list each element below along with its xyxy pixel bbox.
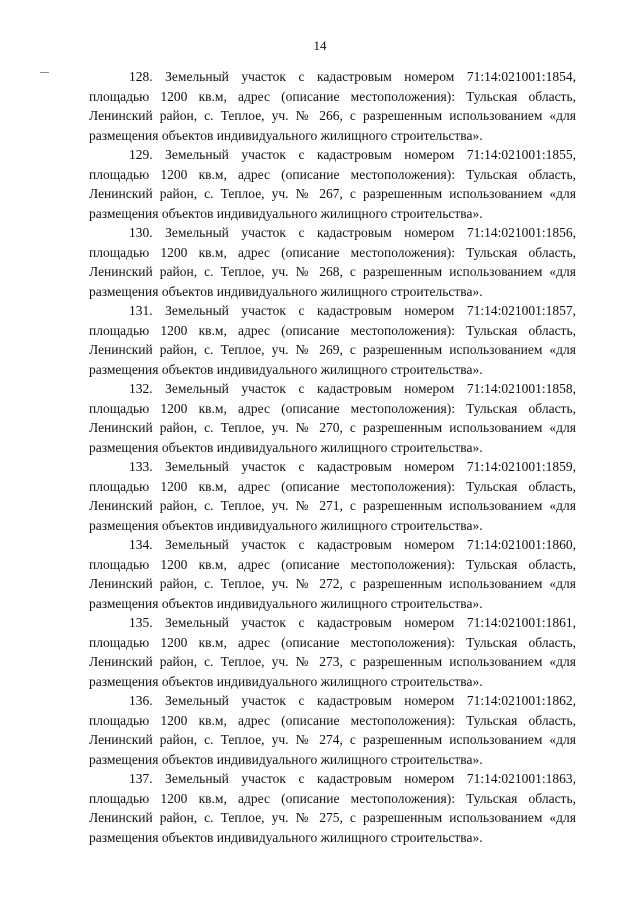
margin-mark bbox=[40, 72, 49, 73]
list-item: 131. Земельный участок с кадастровым номером 71:14:021001:1857, площадью 1200 кв.м, адрес (описание местоположения): Тульская область, Ленинский район, с. Теплое, уч. № 269, с разрешенным использованием «для размещения объектов индивидуального жилищного строительства». bbox=[89, 303, 576, 377]
list-item: 130. Земельный участок с кадастровым номером 71:14:021001:1856, площадью 1200 кв.м, адрес (описание местоположения): Тульская область, Ленинский район, с. Теплое, уч. № 268, с разрешенным использованием «для размещения объектов индивидуального жилищного строительства». bbox=[89, 225, 576, 299]
list-item: 132. Земельный участок с кадастровым номером 71:14:021001:1858, площадью 1200 кв.м, адрес (описание местоположения): Тульская область, Ленинский район, с. Теплое, уч. № 270, с разрешенным использованием «для размещения объектов индивидуального жилищного строительства». bbox=[89, 381, 576, 455]
list-item: 137. Земельный участок с кадастровым номером 71:14:021001:1863, площадью 1200 кв.м, адрес (описание местоположения): Тульская область, Ленинский район, с. Теплое, уч. № 275, с разрешенным использованием «для размещения объектов индивидуального жилищного строительства». bbox=[89, 771, 576, 845]
list-item: 135. Земельный участок с кадастровым номером 71:14:021001:1861, площадью 1200 кв.м, адрес (описание местоположения): Тульская область, Ленинский район, с. Теплое, уч. № 273, с разрешенным использованием «для размещения объектов индивидуального жилищного строительства». bbox=[89, 615, 576, 689]
list-item: 134. Земельный участок с кадастровым номером 71:14:021001:1860, площадью 1200 кв.м, адрес (описание местоположения): Тульская область, Ленинский район, с. Теплое, уч. № 272, с разрешенным использованием «для размещения объектов индивидуального жилищного строительства». bbox=[89, 537, 576, 611]
page-number: 14 bbox=[313, 38, 327, 53]
document-body bbox=[89, 67, 576, 847]
list-item: 136. Земельный участок с кадастровым номером 71:14:021001:1862, площадью 1200 кв.м, адрес (описание местоположения): Тульская область, Ленинский район, с. Теплое, уч. № 274, с разрешенным использованием «для размещения объектов индивидуального жилищного строительства». bbox=[89, 693, 576, 767]
list-item: 133. Земельный участок с кадастровым номером 71:14:021001:1859, площадью 1200 кв.м, адрес (описание местоположения): Тульская область, Ленинский район, с. Теплое, уч. № 271, с разрешенным использованием «для размещения объектов индивидуального жилищного строительства». bbox=[89, 459, 576, 533]
list-item: 129. Земельный участок с кадастровым номером 71:14:021001:1855, площадью 1200 кв.м, адрес (описание местоположения): Тульская область, Ленинский район, с. Теплое, уч. № 267, с разрешенным использованием «для размещения объектов индивидуального жилищного строительства». bbox=[89, 147, 576, 221]
list-item: 128. Земельный участок с кадастровым номером 71:14:021001:1854, площадью 1200 кв.м, адрес (описание местоположения): Тульская область, Ленинский район, с. Теплое, уч. № 266, с разрешенным использованием «для размещения объектов индивидуального жилищного строительства». bbox=[89, 69, 576, 143]
